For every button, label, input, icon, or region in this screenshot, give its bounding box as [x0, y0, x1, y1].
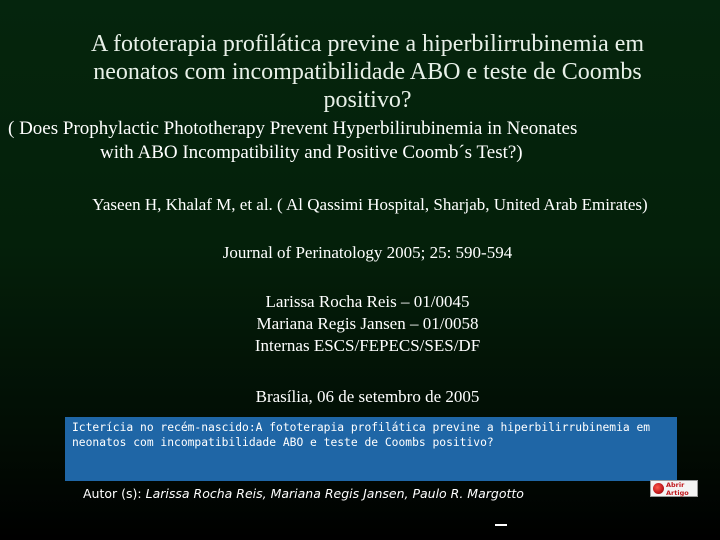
open-article-label: Abrir Artigo: [666, 480, 689, 497]
text-cursor-mark: [495, 524, 507, 526]
citation-box: [65, 417, 677, 481]
presentation-date: Brasília, 06 de setembro de 2005: [255, 387, 480, 406]
author-label: Autor (s):: [83, 486, 142, 501]
author-names: Larissa Rocha Reis, Mariana Regis Jansen, Paulo R. Margotto: [145, 486, 524, 501]
presenter-line: Internas ESCS/FEPECS/SES/DF: [254, 336, 481, 355]
journal-reference: Journal of Perinatology 2005; 25: 590-594: [222, 243, 513, 262]
title-line: neonatos com incompatibilidade ABO e teste de Coombs: [93, 59, 642, 85]
presenter-line: Mariana Regis Jansen – 01/0058: [256, 314, 479, 333]
study-authors: Yaseen H, Khalaf M, et al. ( Al Qassimi Hospital, Sharjab, United Arab Emirates): [92, 195, 648, 214]
title-line: positivo?: [323, 87, 412, 113]
english-title-line: ( Does Prophylactic Phototherapy Prevent Hyperbilirubinemia in Neonates: [8, 118, 578, 139]
slide-title: [0, 30, 720, 114]
author-line: [83, 486, 524, 502]
english-title: [8, 117, 720, 165]
english-title-line: with ABO Incompatibility and Positive Coomb´s Test?): [100, 142, 523, 163]
presenter-line: Larissa Rocha Reis – 01/0045: [265, 292, 470, 311]
presenters-block: [0, 291, 720, 357]
title-line: A fototerapia profilática previne a hiperbilirrubinemia em: [90, 31, 645, 57]
citation-text: Icterícia no recém-nascido:A fototerapia profilática previne a hiperbilirrubinemia em neonatos com incompatibilidade ABO e teste de Coombs positivo?: [72, 421, 651, 449]
abrir-artigo-logo-icon: [653, 483, 664, 494]
open-article-button[interactable]: [650, 480, 698, 497]
